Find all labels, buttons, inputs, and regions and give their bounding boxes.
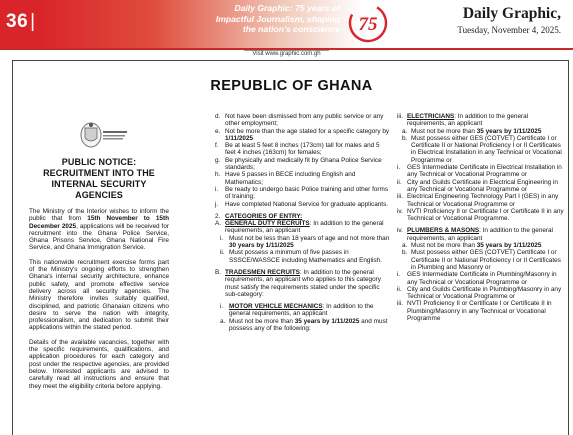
plumbers-option-2: ii. City and Guilds Certificate in Plumbing/Masonry in any Technical or Vocational Programme or [397, 285, 562, 301]
notice-column-3 [397, 113, 567, 322]
details-paragraph: Details of the available vacancies, together with the specific requirements, qualifications, and application procedures for each category and post under the respective agencies, are provided below. Interested applicants are advised to carefully read all instructions and ensure that they meet the eligibility criteria before applying. [29, 338, 169, 390]
plumbers-age: a. Must not be more than 35 years by 1/11/2025 [402, 242, 542, 250]
ministry-crest-icon [69, 119, 129, 151]
public-notice [12, 60, 569, 435]
tradesmen-recruits: B. TRADESMEN RECRUITS: In addition to the general requirements, an applicant who applies to this category must satisfy the requirements stated under the specific sub-category: [215, 268, 381, 298]
brand-name: Daily Graphic, [462, 5, 561, 22]
electricians-option-2: ii. City and Guilds Certificate in Electrical Engineering in any Technical or Vocational Programme or [397, 178, 558, 193]
notice-heading: PUBLIC NOTICE: RECRUITMENT INTO THE INTERNAL SECURITY AGENCIES [43, 157, 155, 200]
plumbers-option-3: iii. NVTI Proficiency II or Certificate I or Certificate II in Plumbing/Masonry in any Technical or Vocational Programme [397, 300, 552, 323]
notice-column-2 [215, 113, 390, 332]
website-link[interactable]: Visit www.graphic.com.gh [0, 51, 573, 57]
general-duty-passes: ii. Must possess a minimum of five passes in SSSCE/WASSCE including Mathematics and English. [220, 249, 382, 264]
requirement-i: i. Be ready to undergo basic Police training and other forms of training; [215, 185, 389, 201]
electricians-option-4: iv. NVTI Proficiency II or Certificate I or Certificate II in any Technical or Vocational Programme. [397, 207, 564, 223]
requirement-f: f. Be at least 5 feet 8 inches (173cm) tall for males and 5 feet 4 inches (163cm) for females; [215, 142, 380, 157]
purpose-paragraph: This nationwide recruitment exercise forms part of the Ministry's ongoing efforts to strengthen Ghana's internal security architecture, enhance public safety, and promote effective service delivery across all security agencies. The Ministry therefore invites suitably qualified, disciplined, and patriotic Ghanaian citizens who desire to serve the nation with integrity, professionalism, and dedication to submit their applications within the stated period. [29, 258, 169, 332]
page-number-block [0, 0, 42, 48]
page-number: 36 | [6, 11, 36, 32]
notice-column-1 [29, 119, 169, 397]
general-duty-recruits: A. GENERAL DUTY RECRUITS: In addition to the general requirements, an applicant [215, 220, 384, 235]
intro-paragraph: The Ministry of the Interior wishes to inform the public that from 15th November to 15th December 2025, applications will be received for recruitment into the Ghana Police Service, Ghana Prisons Service, Ghana National Fire Service, and Ghana Immigration Service. [29, 208, 170, 252]
categories-heading: 2. CATEGORIES OF ENTRY: [215, 212, 303, 220]
electricians: iii. ELECTRICIANS: In addition to the general requirements, an applicant [397, 113, 529, 128]
plumbers-certificate: b. Must possess either GES (COTVET) Certificate I or Certificate II or National Proficiency I or II Certificates in Plumbing and Masonry or [402, 249, 561, 271]
plumbers-masons: iv. PLUMBERS & MASONS: In addition to the general requirements, an applicant [397, 227, 553, 242]
electricians-certificate: b. Must possess either GES (COTVET) Certificate I or Certificate II or National Proficiency I or II Certificates in Electrical Installation in any Technical or Vocational Programme or [402, 134, 562, 164]
masthead [457, 5, 561, 35]
requirement-g: g. Be physically and medically fit by Ghana Police Service standards; [215, 156, 382, 172]
electricians-age: a. Must not be more than 35 years by 1/11/2025 [402, 127, 542, 135]
general-duty-age: i. Must not be less than 18 years of age and not more than 30 years by 1/11/2025 [220, 234, 390, 250]
electricians-option-3: iii. Electrical Engineering Technology Part I (GES) in any Technical or Vocational Programme or [397, 193, 559, 208]
motor-vehicle-mechanics: i. MOTOR VEHICLE MECHANICS: In addition to the general requirements, an applicant [220, 303, 374, 318]
requirement-h: h. Have 5 passes in BECE including English and Mathematics; [215, 171, 356, 186]
svg-text:75: 75 [358, 14, 378, 35]
anniversary-tagline: Daily Graphic: 75 years of Impactful Journalism, shaping the nation's conscience [215, 3, 340, 34]
requirement-j: j. Have completed National Service for graduate applicants. [215, 200, 389, 208]
requirement-e: e. Not be more than the age stated for a specific category by 1/11/2025 [215, 127, 390, 142]
electricians-option-1: i. GES Intermediate Certificate in Electrical Installation in any Technical or Vocational Programme or [397, 164, 562, 179]
requirement-d: d. Not have been dismissed from any public service or any other employment; [215, 113, 384, 128]
anniversary-75-icon [348, 2, 388, 44]
issue-date: Tuesday, November 4, 2025. [457, 25, 561, 35]
newspaper-header [0, 0, 573, 56]
mechanics-age: a. Must not be more than 35 years by 1/11/2025 and must possess any of the following: [220, 317, 388, 333]
plumbers-option-1: i. GES Intermediate Certificate in Plumbing/Masonry in any Technical or Vocational Programme or [397, 271, 557, 286]
notice-title: REPUBLIC OF GHANA [210, 78, 373, 94]
